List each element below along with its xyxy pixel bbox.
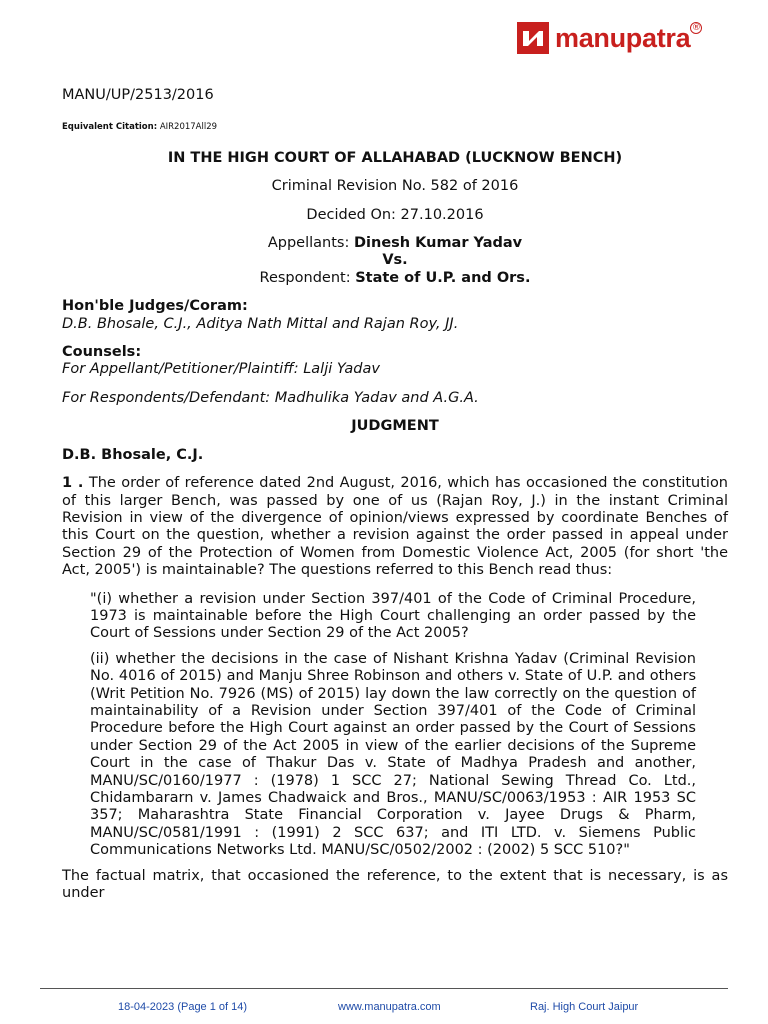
counsels-heading: Counsels:	[62, 344, 142, 361]
manupatra-logo-icon	[517, 22, 549, 54]
counsel-respondent: For Respondents/Defendant: Madhulika Yadav and A.G.A.	[62, 389, 479, 406]
respondent-value: State of U.P. and Ors.	[355, 269, 531, 286]
paragraph-2: The factual matrix, that occasioned the reference, to the extent that is necessary, is as under	[62, 867, 728, 902]
appellants-line	[62, 235, 728, 252]
revision-number: Criminal Revision No. 582 of 2016	[271, 178, 519, 195]
paragraph-1-text: The order of reference dated 2nd August, 2016, which has occasioned the constitution of this larger Bench, was passed by one of us (Rajan Roy, J.) in the instant Criminal Revision in view of the divergence of opinion/views expressed by coordinate Benches of this Court on the question, whether a revision against the order passed in appeal under Section 29 of the Protection of Women from Domestic Violence Act, 2005 (for short 'the Act, 2005') is maintainable? The questions referred to this Bench read thus:	[62, 475, 729, 579]
citation: MANU/UP/2513/2016	[62, 87, 214, 103]
footer-website-link[interactable]: www.manupatra.com	[338, 1001, 441, 1013]
parties	[62, 235, 728, 287]
judgment-heading: JUDGMENT	[351, 418, 439, 435]
decided-on: Decided On: 27.10.2016	[306, 206, 484, 223]
versus: Vs.	[382, 252, 408, 269]
paragraph-number: 1 .	[62, 475, 84, 492]
equivalent-citation	[62, 119, 728, 136]
judgment-author: D.B. Bhosale, C.J.	[62, 446, 204, 463]
respondent-label: Respondent:	[259, 269, 351, 286]
judges-list: D.B. Bhosale, C.J., Aditya Nath Mittal and Rajan Roy, JJ.	[62, 315, 459, 332]
judges-heading: Hon'ble Judges/Coram:	[62, 298, 248, 315]
footer-divider	[40, 988, 728, 989]
respondent-line	[62, 270, 728, 287]
paragraph-1	[62, 475, 728, 579]
counsel-appellant: For Appellant/Petitioner/Plaintiff: Lalji Yadav	[62, 361, 380, 378]
footer-licensee: Raj. High Court Jaipur	[530, 1001, 639, 1013]
footer-page-info: 18-04-2023 (Page 1 of 14)	[118, 1001, 248, 1013]
manupatra-logo	[517, 22, 701, 54]
court-name: IN THE HIGH COURT OF ALLAHABAD (LUCKNOW BENCH)	[167, 149, 623, 166]
quoted-question-2: (ii) whether the decisions in the case of Nishant Krishna Yadav (Criminal Revision No. 4016 of 2015) and Manju Shree Robinson and others v. State of U.P. and others (Writ Petition No. 7926 (MS) of 2015) lay down the law correctly on the question of maintainability of a Revision under Section 397/401 of the Code of Criminal Procedure before the High Court against an order passed by the Court of Sessions under Section 29 of the Act 2005 in view of the earlier decisions of the Supreme Court in the case of Thakur Das v. State of Madhya Pradesh and another, MANU/SC/0160/1977 : (1978) 1 SCC 27; National Sewing Thread Co. Ltd., Chidambararn v. James Chadwaick and Bros., MANU/SC/0063/1953 : AIR 1953 SC 357; Maharashtra State Financial Corporation v. Jayee Drugs & Pharm, MANU/SC/0581/1991 : (1991) 2 SCC 637; and ITI LTD. v. Siemens Public Communications Networks Ltd. MANU/SC/0502/2002 : (2002) 5 SCC 510?"	[90, 650, 696, 859]
equivalent-citation-value: AIR2017All29	[159, 122, 218, 133]
document-body	[62, 87, 728, 913]
equivalent-citation-label: Equivalent Citation:	[62, 122, 158, 133]
manupatra-logo-text: manupatra	[555, 22, 691, 53]
quoted-question-1: "(i) whether a revision under Section 397/401 of the Code of Criminal Procedure, 1973 is maintainable before the High Court challenging an order passed by the Court of Sessions under Section 29 of the Act 2005?	[90, 590, 696, 642]
appellants-label: Appellants:	[267, 235, 350, 252]
registered-icon: ®	[691, 23, 701, 33]
appellants-value: Dinesh Kumar Yadav	[353, 235, 523, 252]
